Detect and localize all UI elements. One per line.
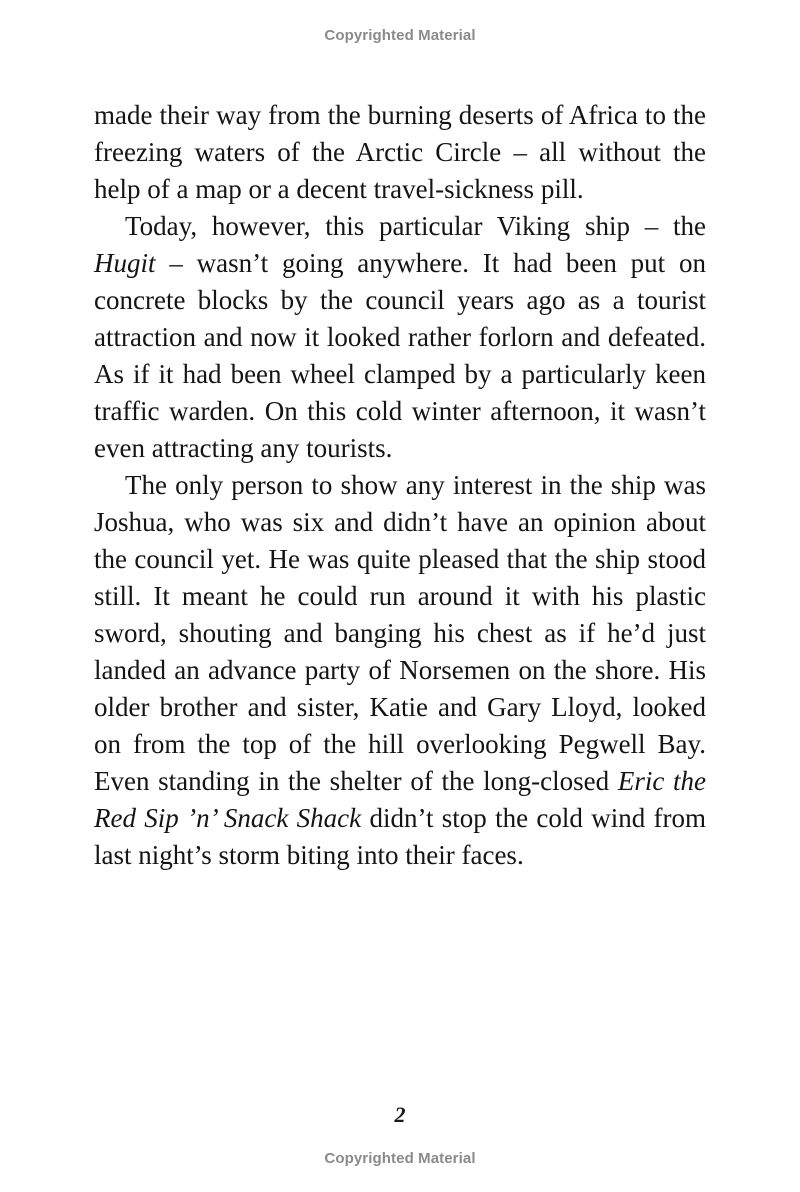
paragraph-3-text-b: didn’t stop the cold wind from last night’s storm biting into their faces.: [94, 803, 706, 870]
paragraph-3-text-a: The only person to show any interest in the ship was Joshua, who was six and didn’t have an opinion about the council yet. He was quite pleased that the ship stood still. It meant he could run around it with his plastic sword, shouting and banging his chest as if he’d just landed an advance party of Norsemen on the shore. His older brother and sister, Katie and Gary Lloyd, looked on from the top of the hill overlooking Pegwell Bay. Even standing in the shelter of the long-closed: [94, 470, 706, 796]
body-text: [94, 97, 706, 874]
paragraph-2: [94, 208, 706, 467]
copyright-watermark-top: Copyrighted Material: [324, 27, 476, 44]
paragraph-2-text-a: Today, however, this particular Viking ship – the: [125, 211, 706, 241]
ship-name: Hugit: [94, 248, 156, 278]
paragraph-2-text-b: – wasn’t going anywhere. It had been put on concrete blocks by the council years ago as a tourist attraction and now it looked rather forlorn and defeated. As if it had been wheel clamped by a particularly keen traffic warden. On this cold winter afternoon, it wasn’t even attracting any tourists.: [94, 248, 706, 463]
shack-name: Eric the Red Sip ’n’ Snack Shack: [94, 766, 706, 833]
copyright-watermark-bottom: Copyrighted Material: [324, 1150, 476, 1167]
paragraph-1: made their way from the burning deserts of Africa to the freezing waters of the Arctic Circle – all without the help of a map or a decent travel-sickness pill.: [94, 100, 706, 204]
page-number: 2: [394, 1102, 406, 1127]
paragraph-3: [94, 467, 706, 874]
